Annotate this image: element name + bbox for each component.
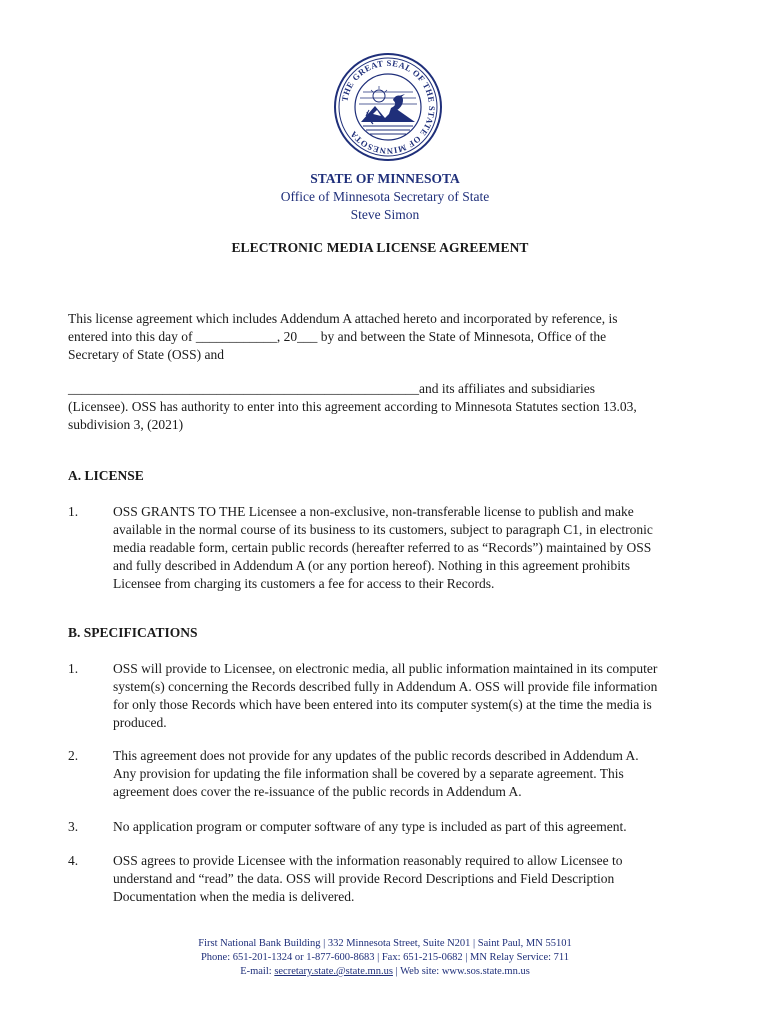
seal-ring-text: THE GREAT SEAL OF THE STATE OF MINNESOTA xyxy=(339,57,438,157)
item-line: media readable form, certain public records (hereafter referred to as “Records”) maintained by OSS xyxy=(113,540,652,555)
item-body xyxy=(113,747,713,801)
footer-website: | Web site: www.sos.state.mn.us xyxy=(392,966,530,977)
item-line: OSS agrees to provide Licensee with the information reasonably required to allow Licensee to xyxy=(113,853,623,868)
item-body xyxy=(113,503,713,593)
footer-contact xyxy=(0,965,770,979)
section-b-heading: B. SPECIFICATIONS xyxy=(68,625,198,640)
document-header xyxy=(0,170,770,224)
licensee-line: (Licensee). OSS has authority to enter into this agreement according to Minnesota Statutes section 13.03, xyxy=(68,399,637,414)
item-body xyxy=(113,818,713,836)
licensee-line: subdivision 3, (2021) xyxy=(68,417,184,432)
item-line: produced. xyxy=(113,715,167,730)
item-line: Any provision for updating the file information shall be covered by a separate agreement. This xyxy=(113,766,624,781)
item-line: Documentation when the media is delivered. xyxy=(113,889,355,904)
footer-email-link[interactable]: secretary.state.@state.mn.us xyxy=(274,966,393,977)
licensee-paragraph xyxy=(68,380,708,434)
item-line: agreement does cover the re-issuance of the public records in Addendum A. xyxy=(113,784,522,799)
item-line: available in the normal course of its business to its customers, subject to paragraph C1, in electronic xyxy=(113,522,653,537)
item-line: Licensee from charging its customers a fee for access to their Records. xyxy=(113,576,495,591)
licensee-line: ____________________________________________________and its affiliates and subsidiaries xyxy=(68,381,595,396)
office-name: Office of Minnesota Secretary of State xyxy=(280,189,490,204)
section-a-heading: A. LICENSE xyxy=(68,468,144,483)
official-name: Steve Simon xyxy=(350,207,420,222)
intro-line: Secretary of State (OSS) and xyxy=(68,347,224,362)
intro-paragraph xyxy=(68,310,708,364)
item-line: and fully described in Addendum A (or any portion hereof). Nothing in this agreement prohibits xyxy=(113,558,631,573)
state-seal xyxy=(333,52,443,162)
item-line: OSS will provide to Licensee, on electronic media, all public information maintained in its computer xyxy=(113,661,658,676)
intro-line: entered into this day of ____________, 20___ by and between the State of Minnesota, Office of the xyxy=(68,329,607,344)
document-title: ELECTRONIC MEDIA LICENSE AGREEMENT xyxy=(231,240,529,255)
item-number: 4. xyxy=(68,853,79,868)
item-line: system(s) concerning the Records described fully in Addendum A. OSS will provide file information xyxy=(113,679,658,694)
item-line: This agreement does not provide for any updates of the public records described in Addendum A. xyxy=(113,748,639,763)
footer-email-label: E-mail: xyxy=(240,966,275,977)
item-body xyxy=(113,852,713,906)
intro-line: This license agreement which includes Addendum A attached hereto and incorporated by reference, is xyxy=(68,311,618,326)
state-name: STATE OF MINNESOTA xyxy=(310,171,460,186)
item-line: OSS GRANTS TO THE Licensee a non-exclusive, non-transferable license to publish and make xyxy=(113,504,634,519)
footer-address: First National Bank Building | 332 Minnesota Street, Suite N201 | Saint Paul, MN 55101 xyxy=(198,938,572,949)
item-line: No application program or computer software of any type is included as part of this agreement. xyxy=(113,819,627,834)
item-number: 1. xyxy=(68,504,79,519)
item-line: understand and “read” the data. OSS will provide Record Descriptions and Field Description xyxy=(113,871,615,886)
item-body xyxy=(113,660,713,732)
item-number: 3. xyxy=(68,819,79,834)
item-number: 1. xyxy=(68,661,79,676)
item-line: for only those Records which have been entered into its computer system(s) at the time the media is xyxy=(113,697,652,712)
footer-phone: Phone: 651-201-1324 or 1-877-600-8683 | Fax: 651-215-0682 | MN Relay Service: 711 xyxy=(200,952,570,963)
seal-graphic xyxy=(333,52,443,162)
page-footer xyxy=(0,937,770,979)
item-number: 2. xyxy=(68,748,79,763)
